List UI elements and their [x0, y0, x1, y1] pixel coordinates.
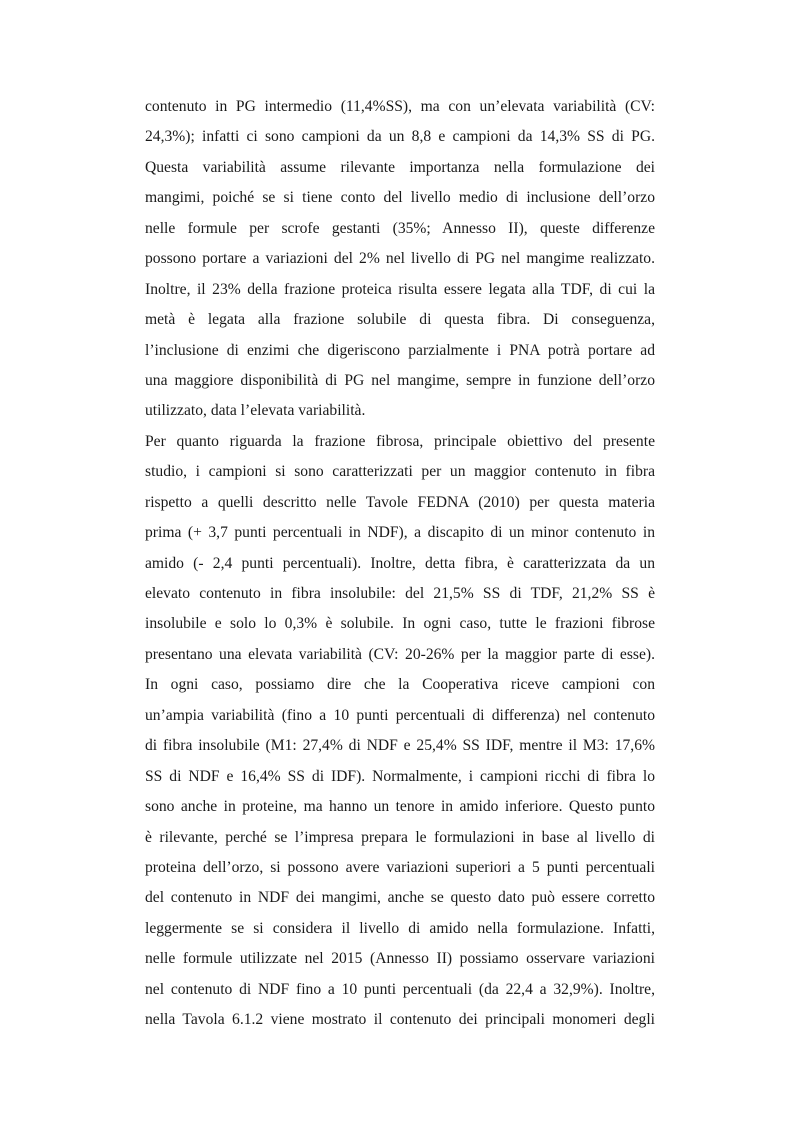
text-line: nel contenuto di NDF fino a 10 punti percentuali (da 22,4 a 32,9%). Inoltre, [145, 980, 655, 998]
text-line: insolubile e solo lo 0,3% è solubile. In ogni caso, tutte le frazioni fibrose [145, 615, 655, 633]
text-line: contenuto in PG intermedio (11,4%SS), ma con un’elevata variabilità (CV: [145, 98, 655, 115]
text-line: nelle formule per scrofe gestanti (35%; Annesso II), queste differenze [145, 219, 655, 237]
text-line: studio, i campioni si sono caratterizzati per un maggior contenuto in fibra [145, 463, 655, 481]
text-line: di fibra insolubile (M1: 27,4% di NDF e 25,4% SS IDF, mentre il M3: 17,6% [145, 737, 655, 755]
body-text [145, 92, 655, 1036]
text-line: leggermente se si considera il livello di amido nella formulazione. Infatti, [145, 919, 655, 937]
text-line: presentano una elevata variabilità (CV: 20-26% per la maggior parte di esse). [145, 645, 655, 663]
text-line: un’ampia variabilità (fino a 10 punti percentuali di differenza) nel contenuto [145, 706, 655, 724]
text-line: metà è legata alla frazione solubile di questa fibra. Di conseguenza, [145, 311, 655, 329]
text-line: elevato contenuto in fibra insolubile: del 21,5% SS di TDF, 21,2% SS è [145, 585, 655, 602]
text-line: 24,3%); infatti ci sono campioni da un 8,8 e campioni da 14,3% SS di PG. [145, 128, 655, 146]
text-line: l’inclusione di enzimi che digeriscono parzialmente i PNA potrà portare ad [145, 341, 655, 359]
text-line: rispetto a quelli descritto nelle Tavole FEDNA (2010) per questa materia [145, 493, 655, 511]
text-line: Per quanto riguarda la frazione fibrosa, principale obiettivo del presente [145, 432, 655, 450]
text-line: amido (- 2,4 punti percentuali). Inoltre, detta fibra, è caratterizzata da un [145, 554, 655, 572]
text-line: utilizzato, data l’elevata variabilità. [145, 402, 366, 420]
text-line: prima (+ 3,7 punti percentuali in NDF), a discapito di un minor contenuto in [145, 524, 655, 542]
text-line: possono portare a variazioni del 2% nel livello di PG nel mangime realizzato. [145, 250, 655, 268]
text-line: nelle formule utilizzate nel 2015 (Annesso II) possiamo osservare variazioni [145, 950, 655, 968]
text-line: Questa variabilità assume rilevante importanza nella formulazione dei [145, 158, 655, 176]
text-line: mangimi, poiché se si tiene conto del livello medio di inclusione dell’orzo [145, 189, 655, 207]
text-line: SS di NDF e 16,4% SS di IDF). Normalmente, i campioni ricchi di fibra lo [145, 767, 655, 785]
text-line: una maggiore disponibilità di PG nel mangime, sempre in funzione dell’orzo [145, 371, 655, 389]
text-line: proteina dell’orzo, si possono avere variazioni superiori a 5 punti percentuali [145, 858, 655, 876]
text-line: sono anche in proteine, ma hanno un tenore in amido inferiore. Questo punto [145, 798, 655, 816]
text-line: In ogni caso, possiamo dire che la Cooperativa riceve campioni con [145, 676, 655, 694]
text-line: Inoltre, il 23% della frazione proteica risulta essere legata alla TDF, di cui la [145, 280, 655, 298]
text-line: è rilevante, perché se l’impresa prepara le formulazioni in base al livello di [145, 828, 655, 846]
text-line: nella Tavola 6.1.2 viene mostrato il contenuto dei principali monomeri degli [145, 1011, 655, 1029]
text-line: del contenuto in NDF dei mangimi, anche se questo dato può essere corretto [145, 889, 655, 907]
